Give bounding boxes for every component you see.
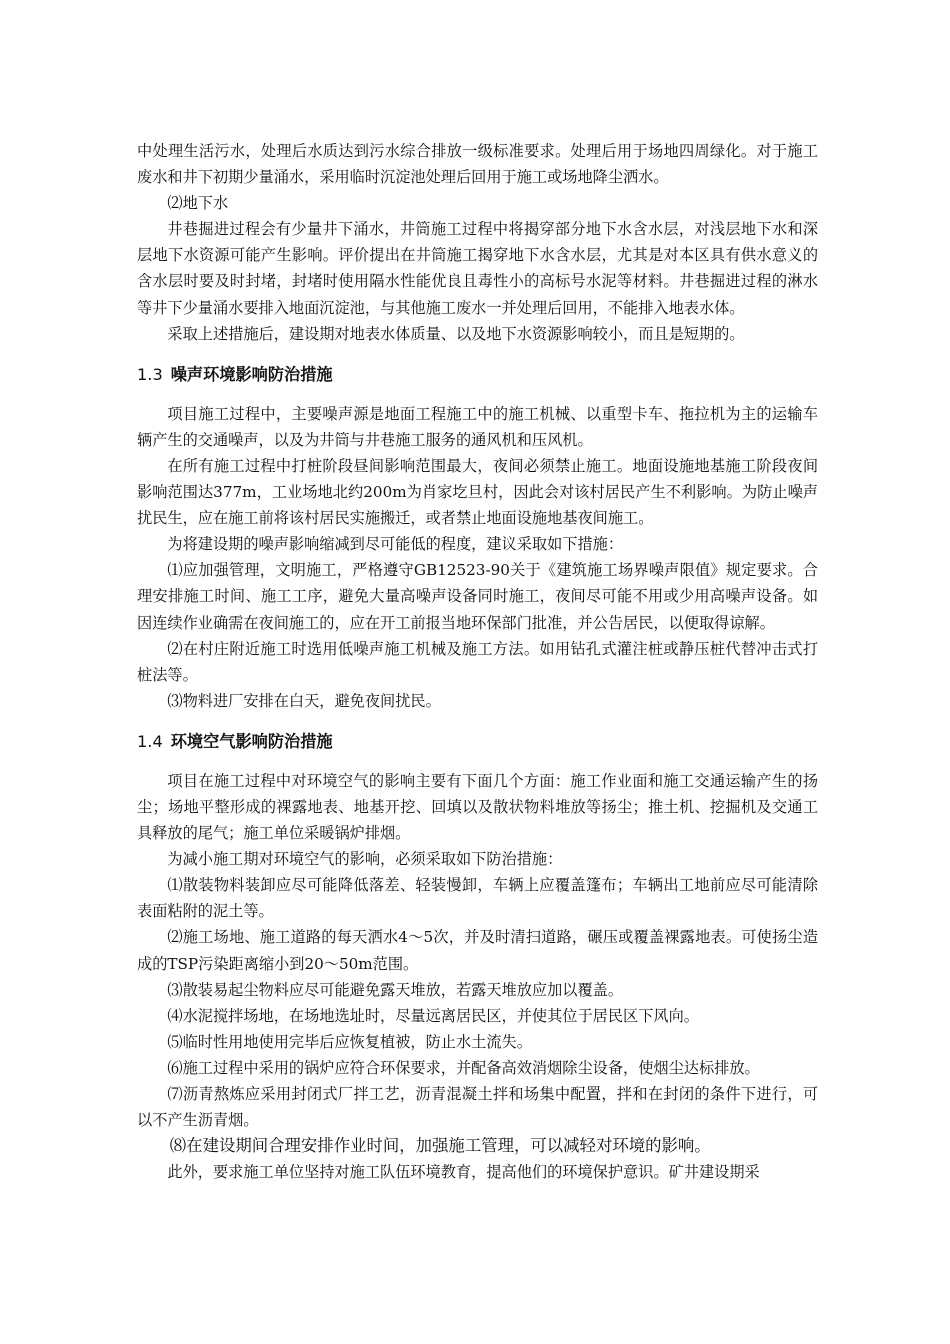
section-title: 噪声环境影响防治措施 <box>170 364 333 384</box>
paragraph: 井巷掘进过程会有少量井下涌水，井筒施工过程中将揭穿部分地下水含水层，对浅层地下水和深层地下水资源可能产生影响。评价提出在井筒施工揭穿地下水含水层，尤其是对本区具有供水意义的含水层时要及时封堵，封堵时使用隔水性能优良且毒性小的高标号水泥等材料。井巷掘进过程的淋水等井下少量涌水要排入地面沉淀池，与其他施工废水一并处理后回用，不能排入地表水体。 <box>137 220 818 317</box>
measure-item: ⑵施工场地、施工道路的每天洒水4～5次，并及时清扫道路，碾压或覆盖裸露地表。可使扬尘造成的TSP污染距离缩小到20～50m范围。 <box>137 928 818 973</box>
measure-item: ⑶物料进厂安排在白天，避免夜间扰民。 <box>167 691 441 710</box>
paragraph: 项目施工过程中，主要噪声源是地面工程施工中的施工机械、以重型卡车、拖拉机为主的运输车辆产生的交通噪声，以及为井筒与井巷施工服务的通风机和压风机。 <box>137 404 818 449</box>
measure-item: ⑷水泥搅拌场地，在场地选址时，尽量远离居民区，并使其位于居民区下风向。 <box>167 1006 699 1025</box>
measure-item: ⑵在村庄附近施工时选用低噪声施工机械及施工方法。如用钻孔式灌注桩或静压桩代替冲击式打桩法等。 <box>137 639 818 684</box>
paragraph: 此外，要求施工单位坚持对施工队伍环境教育，提高他们的环境保护意识。矿井建设期采 <box>167 1163 760 1182</box>
paragraph: 在所有施工过程中打桩阶段昼间影响范围最大，夜间必须禁止施工。地面设施地基施工阶段夜间影响范围达377m，工业场地北约200m为肖家圪旦村，因此会对该村居民产生不利影响。为防止噪声扰民生，应在施工前将该村居民实施搬迁，或者禁止地面设施地基夜间施工。 <box>137 456 818 528</box>
paragraph: 中处理生活污水，处理后水质达到污水综合排放一级标准要求。处理后用于场地四周绿化。对于施工废水和井下初期少量涌水，采用临时沉淀池处理后回用于施工或场地降尘洒水。 <box>137 142 818 187</box>
section-number: 1.4 <box>137 731 163 751</box>
paragraph: 采取上述措施后，建设期对地表水体质量、以及地下水资源影响较小，而且是短期的。 <box>167 324 745 343</box>
measure-item: ⑴应加强管理，文明施工，严格遵守GB12523-90关于《建筑施工场界噪声限值》规定要求。合理安排施工时间、施工工序，避免大量高噪声设备同时施工，夜间尽可能不用或少用高噪声设备。如因连续作业确需在夜间施工的，应在开工前报当地环保部门批准，并公告居民，以便取得谅解。 <box>137 561 818 632</box>
paragraph: 项目在施工过程中对环境空气的影响主要有下面几个方面：施工作业面和施工交通运输产生的扬尘；场地平整形成的裸露地表、地基开挖、回填以及散状物料堆放等扬尘；推土机、挖掘机及交通工具释放的尾气；施工单位采暖锅炉排烟。 <box>137 771 818 843</box>
measure-item: ⑻在建设期间合理安排作业时间，加强施工管理，可以减轻对环境的影响。 <box>169 1136 711 1156</box>
document-page <box>137 138 818 1185</box>
section-heading-1-3 <box>137 362 818 388</box>
measure-item: ⑸临时性用地使用完毕后应恢复植被，防止水土流失。 <box>167 1032 532 1051</box>
measure-item: ⑹施工过程中采用的锅炉应符合环保要求，并配备高效消烟除尘设备，使烟尘达标排放。 <box>167 1058 760 1077</box>
section-heading-1-4 <box>137 729 818 755</box>
measure-item: ⑴散装物料装卸应尽可能降低落差、轻装慢卸，车辆上应覆盖篷布；车辆出工地前应尽可能清除表面粘附的泥土等。 <box>137 876 818 921</box>
paragraph: 为减小施工期对环境空气的影响，必须采取如下防治措施： <box>167 850 563 869</box>
section-title: 环境空气影响防治措施 <box>170 731 333 751</box>
measure-item: ⑶散装易起尘物料应尽可能避免露天堆放，若露天堆放应加以覆盖。 <box>167 980 624 999</box>
subheading-groundwater: ⑵地下水 <box>167 194 229 213</box>
measure-item: ⑺沥青熬炼应采用封闭式厂拌工艺，沥青混凝土拌和场集中配置，拌和在封闭的条件下进行，可以不产生沥青烟。 <box>137 1085 818 1130</box>
section-number: 1.3 <box>137 364 163 384</box>
paragraph: 为将建设期的噪声影响缩减到尽可能低的程度，建议采取如下措施： <box>167 535 624 554</box>
